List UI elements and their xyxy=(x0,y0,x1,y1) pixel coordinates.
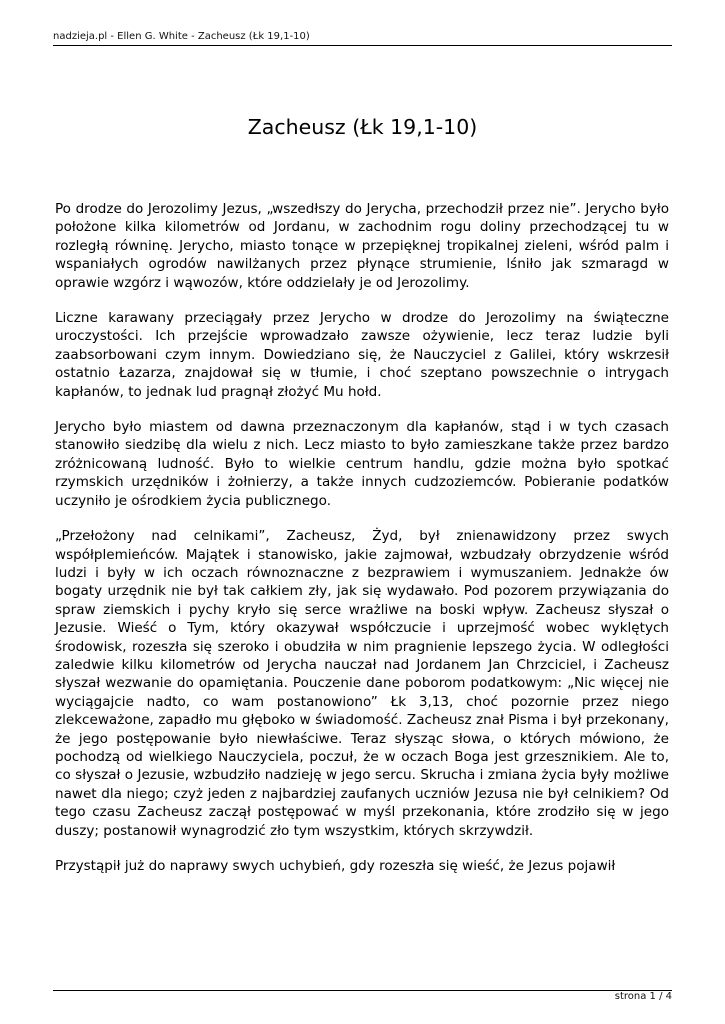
paragraph-3: Jerycho było miastem od dawna przeznaczonym dla kapłanów, stąd i w tych czasach stanowiło siedzibę dla wielu z nich. Lecz miasto to było zamieszkane także przez bardzo zróżnicowaną ludność. Było to wielkie centrum handlu, gdzie można było spotkać rzymskich urzędników i żołnierzy, a także innych cudzoziemców. Pobieranie podatków uczyniło je ośrodkiem życia publicznego. xyxy=(55,419,669,509)
document-title: Zacheusz (Łk 19,1-10) xyxy=(247,115,478,139)
page-header: nadzieja.pl - Ellen G. White - Zacheusz (Łk 19,1-10) xyxy=(53,31,310,42)
article-body xyxy=(55,200,669,875)
paragraph-2: Liczne karawany przeciągały przez Jerycho w drodze do Jerozolimy na świąteczne uroczystości. Ich przejście wprowadzało zawsze ożywienie, lecz teraz ludzie byli zaabsorbowani czym innym. Dowiedziano się, że Nauczyciel z Galilei, który wskrzesił ostatnio Łazarza, znajdował się w tłumie, i choć szeptano powszechnie o intrygach kapłanów, to jednak lud pragnął złożyć Mu hołd. xyxy=(55,310,669,400)
header-divider xyxy=(53,45,672,46)
paragraph-4: „Przełożony nad celnikami”, Zacheusz, Żyd, był znienawidzony przez swych współplemieńców. Majątek i stanowisko, jakie zajmował, wzbudzały obrzydzenie wśród ludzi i były w ich oczach równoznaczne z bezprawiem i wymuszaniem. Jednakże ów bogaty urzędnik nie był tak całkiem zły, jak się wydawało. Pod pozorem przywiązania do spraw ziemskich i pychy kryło się serce wrażliwe na boski wpływ. Zacheusz słyszał o Jezusie. Wieść o Tym, który okazywał współczucie i uprzejmość wobec wyklętych środowisk, rozeszła się szeroko i obudziła w nim pragnienie lepszego życia. W odległości zaledwie kilku kilometrów od Jerycha nauczał nad Jordanem Jan Chrzciciel, i Zacheusz słyszał wezwanie do opamiętania. Pouczenie dane poborom podatkowym: „Nic więcej nie wyciągajcie nadto, co wam postanowiono” Łk 3,13, choć pozornie przez niego zlekceważone, zapadło mu głęboko w świadomość. Zacheusz znał Pisma i był przekonany, że jego postępowanie było niewłaściwe. Teraz słysząc słowa, o których mówiono, że pochodzą od wielkiego Nauczyciela, poczuł, że w oczach Boga jest grzesznikiem. Ale to, co słyszał o Jezusie, wzbudziło nadzieję w jego sercu. Skrucha i zmiana życia były możliwe nawet dla niego; czyż jeden z najbardziej zaufanych uczniów Jezusa nie był celnikiem? Od tego czasu Zacheusz zaczął postępować w myśl przekonania, które zrodziło się w jego duszy; postanowił wynagrodzić zło tym wszystkim, których skrzywdził. xyxy=(55,528,669,839)
paragraph-1: Po drodze do Jerozolimy Jezus, „wszedłszy do Jerycha, przechodził przez nie”. Jerycho było położone kilka kilometrów od Jordanu, w zachodnim rogu doliny przechodzącej tu w rozległą równinę. Jerycho, miasto tonące w przepięknej tropikalnej zieleni, wśród palm i wspaniałych ogrodów nawilżanych przez płynące strumienie, lśniło jak szmaragd w oprawie wzgórz i wąwozów, które oddzielały je od Jerozolimy. xyxy=(55,201,669,291)
page-number: strona 1 / 4 xyxy=(614,991,672,1002)
paragraph-5: Przystąpił już do naprawy swych uchybień, gdy rozeszła się wieść, że Jezus pojawił xyxy=(55,858,616,874)
footer-divider xyxy=(53,990,672,991)
